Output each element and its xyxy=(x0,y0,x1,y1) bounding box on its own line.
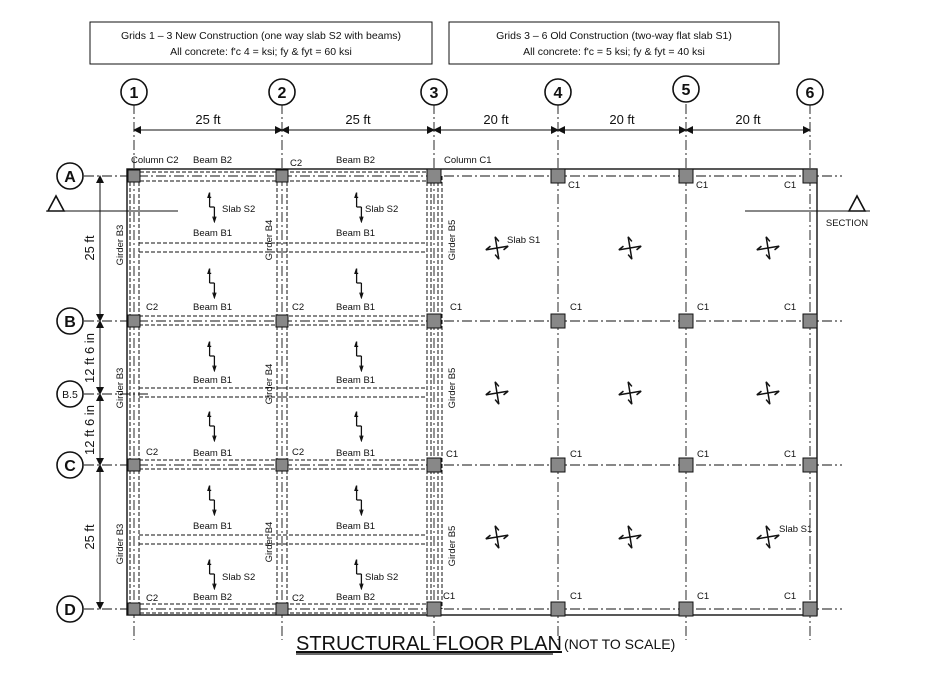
one-way-slab-icon xyxy=(208,269,216,298)
label: C xyxy=(64,458,76,475)
label: 4 xyxy=(553,85,563,102)
label: 2 xyxy=(277,85,287,102)
beam-b2-label: Beam B2 xyxy=(193,155,233,166)
column-c1 xyxy=(803,314,817,328)
beam-b1-label: Beam B1 xyxy=(336,375,376,386)
one-way-slab-icon xyxy=(355,560,363,589)
column-c1-label: Column C1 xyxy=(444,155,492,166)
old-construction-line1: Grids 3 – 6 Old Construction (two-way flat slab S1) xyxy=(496,30,732,42)
column-c1 xyxy=(551,169,565,183)
beams-and-girders xyxy=(130,172,442,613)
grid-bubble-a xyxy=(57,163,83,189)
c2-label: C2 xyxy=(292,447,305,458)
label: 6 xyxy=(805,85,815,102)
beam-b1-label: Beam B1 xyxy=(193,448,233,459)
column-c1 xyxy=(679,602,693,616)
column-c1 xyxy=(679,169,693,183)
column-c2 xyxy=(276,603,288,615)
beam-b1-label: Beam B1 xyxy=(336,448,376,459)
beam-b1-label: Beam B1 xyxy=(193,521,233,532)
plan-subtitle: (NOT TO SCALE) xyxy=(564,636,676,652)
girder-b5-label: Girder B5 xyxy=(447,367,458,409)
girder-b4-label: Girder B4 xyxy=(264,521,275,563)
two-way-slab-icon xyxy=(486,382,508,404)
one-way-slab-icon xyxy=(355,193,363,222)
one-way-slab-icon xyxy=(208,412,216,441)
column-c2 xyxy=(128,170,140,182)
beam-b1-label: Beam B1 xyxy=(193,375,233,386)
column-c2 xyxy=(276,459,288,471)
two-way-slab-icon xyxy=(619,526,641,548)
beam-b2-label: Beam B2 xyxy=(336,155,376,166)
c1-label: C1 xyxy=(570,449,583,460)
column-c1 xyxy=(551,458,565,472)
column-c1 xyxy=(551,314,565,328)
c1-label: C1 xyxy=(450,302,463,313)
old-construction-note xyxy=(449,22,779,64)
beam-b2-label: Beam B2 xyxy=(336,592,376,603)
two-way-slab-icon xyxy=(486,237,508,259)
two-way-slab-icon xyxy=(619,237,641,259)
new-construction-note xyxy=(90,22,432,64)
slab-s1-label: Slab S1 xyxy=(507,235,541,246)
dimension-label: 12 ft 6 in xyxy=(82,405,97,455)
column-c2 xyxy=(276,315,288,327)
column-c1 xyxy=(803,169,817,183)
column-c2 xyxy=(128,315,140,327)
section-marker-right xyxy=(745,196,870,229)
c1-label: C1 xyxy=(443,591,456,602)
row-grid-bubbles xyxy=(57,163,83,622)
column-c1 xyxy=(551,602,565,616)
column-c1 xyxy=(803,458,817,472)
slab-s2-label: Slab S2 xyxy=(222,204,256,215)
one-way-slab-icon xyxy=(208,560,216,589)
two-way-slab-icon xyxy=(619,382,641,404)
column-c1 xyxy=(427,169,441,183)
new-construction-line2: All concrete: f'c 4 = ksi; fy & fyt = 60 ksi xyxy=(170,46,352,58)
two-way-slab-icon xyxy=(757,382,779,404)
label: 1 xyxy=(129,85,139,102)
column-c2 xyxy=(128,603,140,615)
c2-label: C2 xyxy=(146,302,159,313)
grid-bubble-b5 xyxy=(57,381,83,407)
slab-s1-label: Slab S1 xyxy=(779,524,813,535)
c1-label: C1 xyxy=(697,591,710,602)
label: 5 xyxy=(681,82,691,99)
one-way-slab-icon xyxy=(355,342,363,371)
section-label: SECTION xyxy=(825,218,869,229)
c2-label: C2 xyxy=(146,447,159,458)
gridlines xyxy=(84,104,842,640)
dimension-label: 25 ft xyxy=(82,235,97,261)
grid-bubble-3 xyxy=(421,79,447,105)
c2-label: C2 xyxy=(290,158,303,169)
dimension-label: 20 ft xyxy=(609,112,635,127)
one-way-slab-icon xyxy=(208,342,216,371)
one-way-slab-icon xyxy=(355,486,363,515)
label: A xyxy=(64,169,76,186)
girder-b3-label: Girder B3 xyxy=(115,367,126,409)
column-c1 xyxy=(679,314,693,328)
beam-b1-label: Beam B1 xyxy=(336,302,376,313)
column-grid-bubbles xyxy=(121,76,823,105)
two-way-slab-icon xyxy=(757,526,779,548)
column-c1 xyxy=(803,602,817,616)
label: B xyxy=(64,314,76,331)
c1-label: C1 xyxy=(696,180,709,191)
beam-b1-label: Beam B1 xyxy=(336,228,376,239)
section-marker-left xyxy=(46,196,178,211)
old-construction-line2: All concrete: f'c = 5 ksi; fy & fyt = 40 ksi xyxy=(523,46,705,58)
girder-b5-label: Girder B5 xyxy=(447,525,458,567)
dimension-label: 20 ft xyxy=(735,112,761,127)
grid-bubble-6 xyxy=(797,79,823,105)
label: 3 xyxy=(429,85,439,102)
label: B.5 xyxy=(62,389,78,401)
c1-label: C1 xyxy=(784,591,797,602)
grid-bubble-5 xyxy=(673,76,699,102)
one-way-slab-icon xyxy=(355,412,363,441)
girder-b5-label: Girder B5 xyxy=(447,219,458,261)
c1-label: C1 xyxy=(697,449,710,460)
dimension-label: 12 ft 6 in xyxy=(82,333,97,383)
top-dimensions xyxy=(134,112,810,130)
dimension-label: 25 ft xyxy=(195,112,221,127)
girder-b3-label: Girder B3 xyxy=(115,224,126,266)
column-c2 xyxy=(276,170,288,182)
column-c2-label: Column C2 xyxy=(131,155,179,166)
two-way-slab-icon xyxy=(486,526,508,548)
girder-b4-label: Girder B4 xyxy=(264,219,275,261)
slab-s2-label: Slab S2 xyxy=(365,572,399,583)
one-way-slab-icon xyxy=(355,269,363,298)
c2-label: C2 xyxy=(292,302,305,313)
slab-s2-label: Slab S2 xyxy=(222,572,256,583)
girder-b4-label: Girder B4 xyxy=(264,363,275,405)
new-construction-line1: Grids 1 – 3 New Construction (one way slab S2 with beams) xyxy=(120,30,402,42)
beam-b2-label: Beam B2 xyxy=(193,592,233,603)
two-way-slab-icon xyxy=(757,237,779,259)
slab-s2-label: Slab S2 xyxy=(365,204,399,215)
grid-bubble-4 xyxy=(545,79,571,105)
column-c2 xyxy=(128,459,140,471)
column-c1 xyxy=(427,602,441,616)
grid-bubble-1 xyxy=(121,79,147,105)
c1-label: C1 xyxy=(570,591,583,602)
grid-bubble-c xyxy=(57,452,83,478)
c1-label: C1 xyxy=(784,302,797,313)
c1-label: C1 xyxy=(568,180,581,191)
one-way-slab-icon xyxy=(208,486,216,515)
grid-bubble-b xyxy=(57,308,83,334)
left-dimensions xyxy=(82,176,100,609)
dimension-label: 25 ft xyxy=(345,112,371,127)
two-way-slab-icons xyxy=(486,237,779,548)
girder-b3-label: Girder B3 xyxy=(115,523,126,565)
one-way-slab-icon xyxy=(208,193,216,222)
label: D xyxy=(64,602,76,619)
beam-b1-label: Beam B1 xyxy=(193,302,233,313)
column-c1 xyxy=(427,458,441,472)
grid-bubble-2 xyxy=(269,79,295,105)
column-c1 xyxy=(427,314,441,328)
dimension-label: 20 ft xyxy=(483,112,509,127)
c1-label: C1 xyxy=(697,302,710,313)
c2-label: C2 xyxy=(292,593,305,604)
c1-label: C1 xyxy=(784,449,797,460)
c2-label: C2 xyxy=(146,593,159,604)
column-c1 xyxy=(679,458,693,472)
beam-b1-label: Beam B1 xyxy=(336,521,376,532)
grid-bubble-d xyxy=(57,596,83,622)
c1-label: C1 xyxy=(446,449,459,460)
plan-title: STRUCTURAL FLOOR PLAN xyxy=(296,633,562,655)
beam-b1-label: Beam B1 xyxy=(193,228,233,239)
dimension-label: 25 ft xyxy=(82,524,97,550)
c1-label: C1 xyxy=(570,302,583,313)
c1-label: C1 xyxy=(784,180,797,191)
